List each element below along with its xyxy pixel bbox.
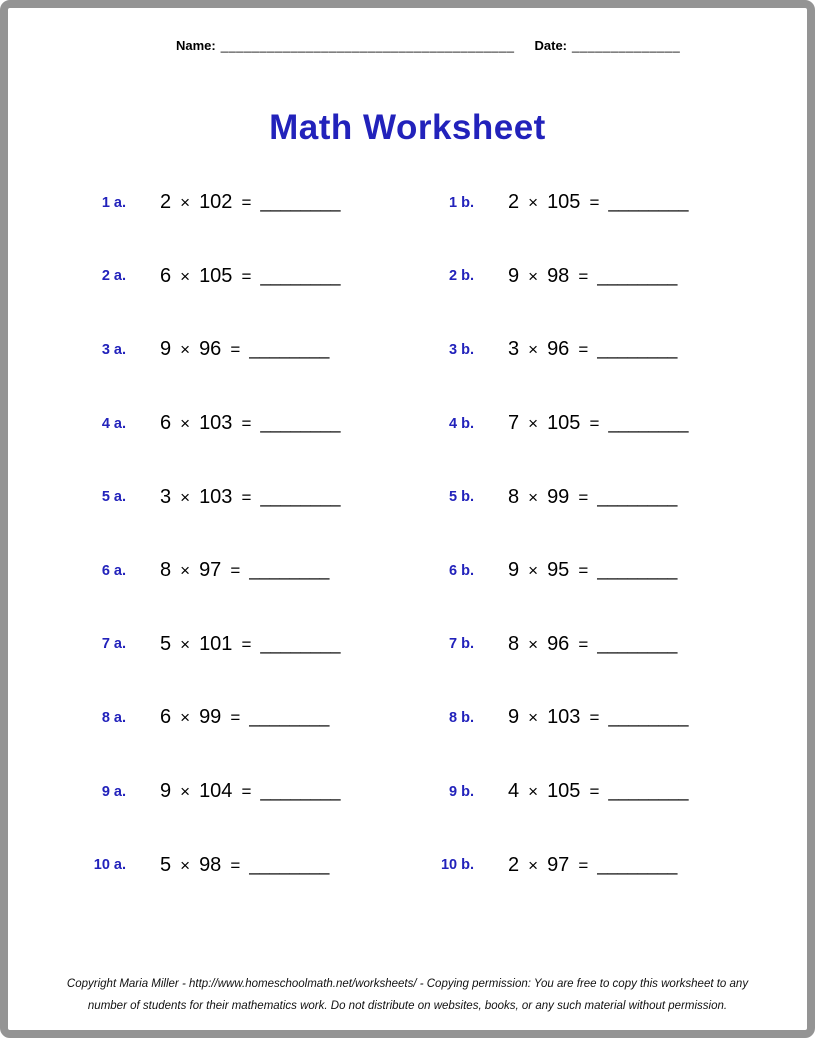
equals-sign: =	[578, 634, 589, 654]
copyright-line-2: number of students for their mathematics work. Do not distribute on websites, books, or any such material without permission.	[87, 1000, 728, 1013]
factor-2: 99	[547, 485, 570, 508]
answer-blank: ________	[249, 707, 330, 728]
factor-1: 9	[508, 559, 520, 582]
factor-2: 103	[547, 706, 581, 729]
copyright-line-1: Copyright Maria Miller - http://www.homeschoolmath.net/worksheets/ - Copying permission: You are free to copy this worksheet to any	[66, 978, 749, 991]
factor-2: 98	[199, 853, 222, 876]
times-sign: ×	[528, 487, 539, 507]
problem-a	[160, 486, 398, 509]
problem-b	[508, 191, 807, 214]
copyright-footer	[38, 974, 777, 1018]
problem-label-a: 10 a.	[93, 857, 126, 874]
header	[176, 38, 680, 53]
factor-2: 98	[547, 264, 570, 287]
equals-sign: =	[589, 193, 600, 213]
problem-label-a: 6 a.	[101, 562, 126, 579]
factor-2: 105	[199, 264, 233, 287]
equals-sign: =	[230, 340, 241, 360]
equals-sign: =	[578, 340, 589, 360]
times-sign: ×	[180, 561, 191, 581]
factor-2: 96	[547, 632, 570, 655]
equals-sign: =	[241, 634, 252, 654]
factor-1: 5	[160, 853, 172, 876]
equals-sign: =	[230, 855, 241, 875]
factor-1: 6	[160, 706, 172, 729]
equals-sign: =	[241, 487, 252, 507]
times-sign: ×	[180, 340, 191, 360]
factor-1: 6	[160, 412, 172, 435]
name-line: ______________________________________	[220, 38, 515, 53]
problem-label-a: 8 a.	[101, 709, 126, 726]
answer-blank: ________	[260, 781, 341, 802]
times-sign: ×	[180, 487, 191, 507]
equals-sign: =	[578, 855, 589, 875]
problem-label-b: 2 b.	[449, 268, 474, 285]
times-sign: ×	[180, 855, 191, 875]
answer-blank: ________	[260, 265, 341, 286]
answer-blank: ________	[597, 633, 678, 654]
problem-row	[8, 166, 807, 240]
problem-b	[508, 412, 807, 435]
problem-label-b: 4 b.	[449, 415, 474, 432]
factor-1: 2	[508, 853, 520, 876]
factor-2: 96	[547, 338, 570, 361]
factor-2: 95	[547, 559, 570, 582]
answer-blank: ________	[260, 192, 341, 213]
equals-sign: =	[241, 266, 252, 286]
problem-row	[8, 608, 807, 682]
equals-sign: =	[241, 782, 252, 802]
factor-2: 105	[547, 780, 581, 803]
page-title: Math Worksheet	[269, 108, 546, 147]
date-label: Date:	[534, 38, 568, 53]
problem-label-a: 2 a.	[101, 268, 126, 285]
factor-2: 105	[547, 191, 581, 214]
times-sign: ×	[528, 414, 539, 434]
problem-row	[8, 387, 807, 461]
answer-blank: ________	[608, 413, 689, 434]
problem-row	[8, 313, 807, 387]
problem-b	[508, 486, 807, 509]
times-sign: ×	[180, 782, 191, 802]
problem-label-a: 9 a.	[101, 783, 126, 800]
equals-sign: =	[230, 708, 241, 728]
times-sign: ×	[528, 708, 539, 728]
factor-1: 2	[508, 191, 520, 214]
problem-b	[508, 780, 807, 803]
answer-blank: ________	[597, 339, 678, 360]
factor-1: 2	[160, 191, 172, 214]
factor-1: 3	[508, 338, 520, 361]
problem-label-b: 6 b.	[449, 562, 474, 579]
equals-sign: =	[578, 266, 589, 286]
problem-label-b: 7 b.	[449, 636, 474, 653]
problem-row	[8, 460, 807, 534]
answer-blank: ________	[249, 854, 330, 875]
factor-2: 96	[199, 338, 222, 361]
problem-label-b: 1 b.	[449, 194, 474, 211]
problem-row	[8, 681, 807, 755]
answer-blank: ________	[249, 560, 330, 581]
date-line: ______________	[572, 38, 681, 53]
equals-sign: =	[589, 414, 600, 434]
problem-a	[160, 412, 398, 435]
answer-blank: ________	[597, 560, 678, 581]
problem-a	[160, 706, 398, 729]
times-sign: ×	[528, 266, 539, 286]
factor-1: 9	[508, 264, 520, 287]
factor-1: 8	[508, 632, 520, 655]
times-sign: ×	[528, 340, 539, 360]
times-sign: ×	[180, 708, 191, 728]
problem-a	[160, 338, 398, 361]
factor-2: 103	[199, 485, 233, 508]
factor-2: 99	[199, 706, 222, 729]
problem-label-b: 5 b.	[449, 489, 474, 506]
factor-1: 6	[160, 264, 172, 287]
equals-sign: =	[589, 708, 600, 728]
times-sign: ×	[180, 266, 191, 286]
factor-1: 9	[508, 706, 520, 729]
answer-blank: ________	[597, 854, 678, 875]
problem-row	[8, 828, 807, 902]
times-sign: ×	[528, 193, 539, 213]
factor-2: 97	[199, 559, 222, 582]
problem-label-a: 4 a.	[101, 415, 126, 432]
factor-1: 4	[508, 780, 520, 803]
times-sign: ×	[180, 193, 191, 213]
times-sign: ×	[528, 561, 539, 581]
factor-2: 97	[547, 853, 570, 876]
answer-blank: ________	[249, 339, 330, 360]
answer-blank: ________	[260, 633, 341, 654]
problem-label-b: 10 b.	[440, 857, 474, 874]
factor-1: 5	[160, 632, 172, 655]
factor-2: 105	[547, 412, 581, 435]
problem-a	[160, 265, 398, 288]
problem-label-a: 7 a.	[101, 636, 126, 653]
problem-a	[160, 559, 398, 582]
equals-sign: =	[589, 782, 600, 802]
factor-2: 102	[199, 191, 233, 214]
answer-blank: ________	[597, 486, 678, 507]
factor-2: 103	[199, 412, 233, 435]
factor-1: 8	[160, 559, 172, 582]
problem-label-a: 1 a.	[101, 194, 126, 211]
problem-label-b: 8 b.	[449, 709, 474, 726]
factor-2: 101	[199, 632, 233, 655]
problems-grid	[8, 166, 807, 902]
answer-blank: ________	[608, 781, 689, 802]
answer-blank: ________	[608, 707, 689, 728]
answer-blank: ________	[260, 486, 341, 507]
times-sign: ×	[528, 782, 539, 802]
problem-row	[8, 755, 807, 829]
equals-sign: =	[578, 487, 589, 507]
problem-row	[8, 534, 807, 608]
problem-row	[8, 240, 807, 314]
problem-a	[160, 854, 398, 877]
times-sign: ×	[528, 634, 539, 654]
factor-1: 9	[160, 338, 172, 361]
problem-a	[160, 633, 398, 656]
answer-blank: ________	[260, 413, 341, 434]
equals-sign: =	[241, 414, 252, 434]
factor-1: 8	[508, 485, 520, 508]
times-sign: ×	[180, 414, 191, 434]
problem-label-a: 3 a.	[101, 341, 126, 358]
problem-b	[508, 265, 807, 288]
equals-sign: =	[241, 193, 252, 213]
problem-label-b: 9 b.	[449, 783, 474, 800]
times-sign: ×	[528, 855, 539, 875]
factor-1: 9	[160, 780, 172, 803]
problem-b	[508, 854, 807, 877]
problem-b	[508, 338, 807, 361]
factor-1: 3	[160, 485, 172, 508]
equals-sign: =	[230, 561, 241, 581]
equals-sign: =	[578, 561, 589, 581]
problem-a	[160, 191, 398, 214]
problem-b	[508, 633, 807, 656]
times-sign: ×	[180, 634, 191, 654]
problem-a	[160, 780, 398, 803]
name-label: Name:	[176, 38, 216, 53]
problem-label-b: 3 b.	[449, 341, 474, 358]
answer-blank: ________	[608, 192, 689, 213]
factor-1: 7	[508, 412, 520, 435]
answer-blank: ________	[597, 265, 678, 286]
problem-label-a: 5 a.	[101, 489, 126, 506]
factor-2: 104	[199, 780, 233, 803]
problem-b	[508, 706, 807, 729]
problem-b	[508, 559, 807, 582]
